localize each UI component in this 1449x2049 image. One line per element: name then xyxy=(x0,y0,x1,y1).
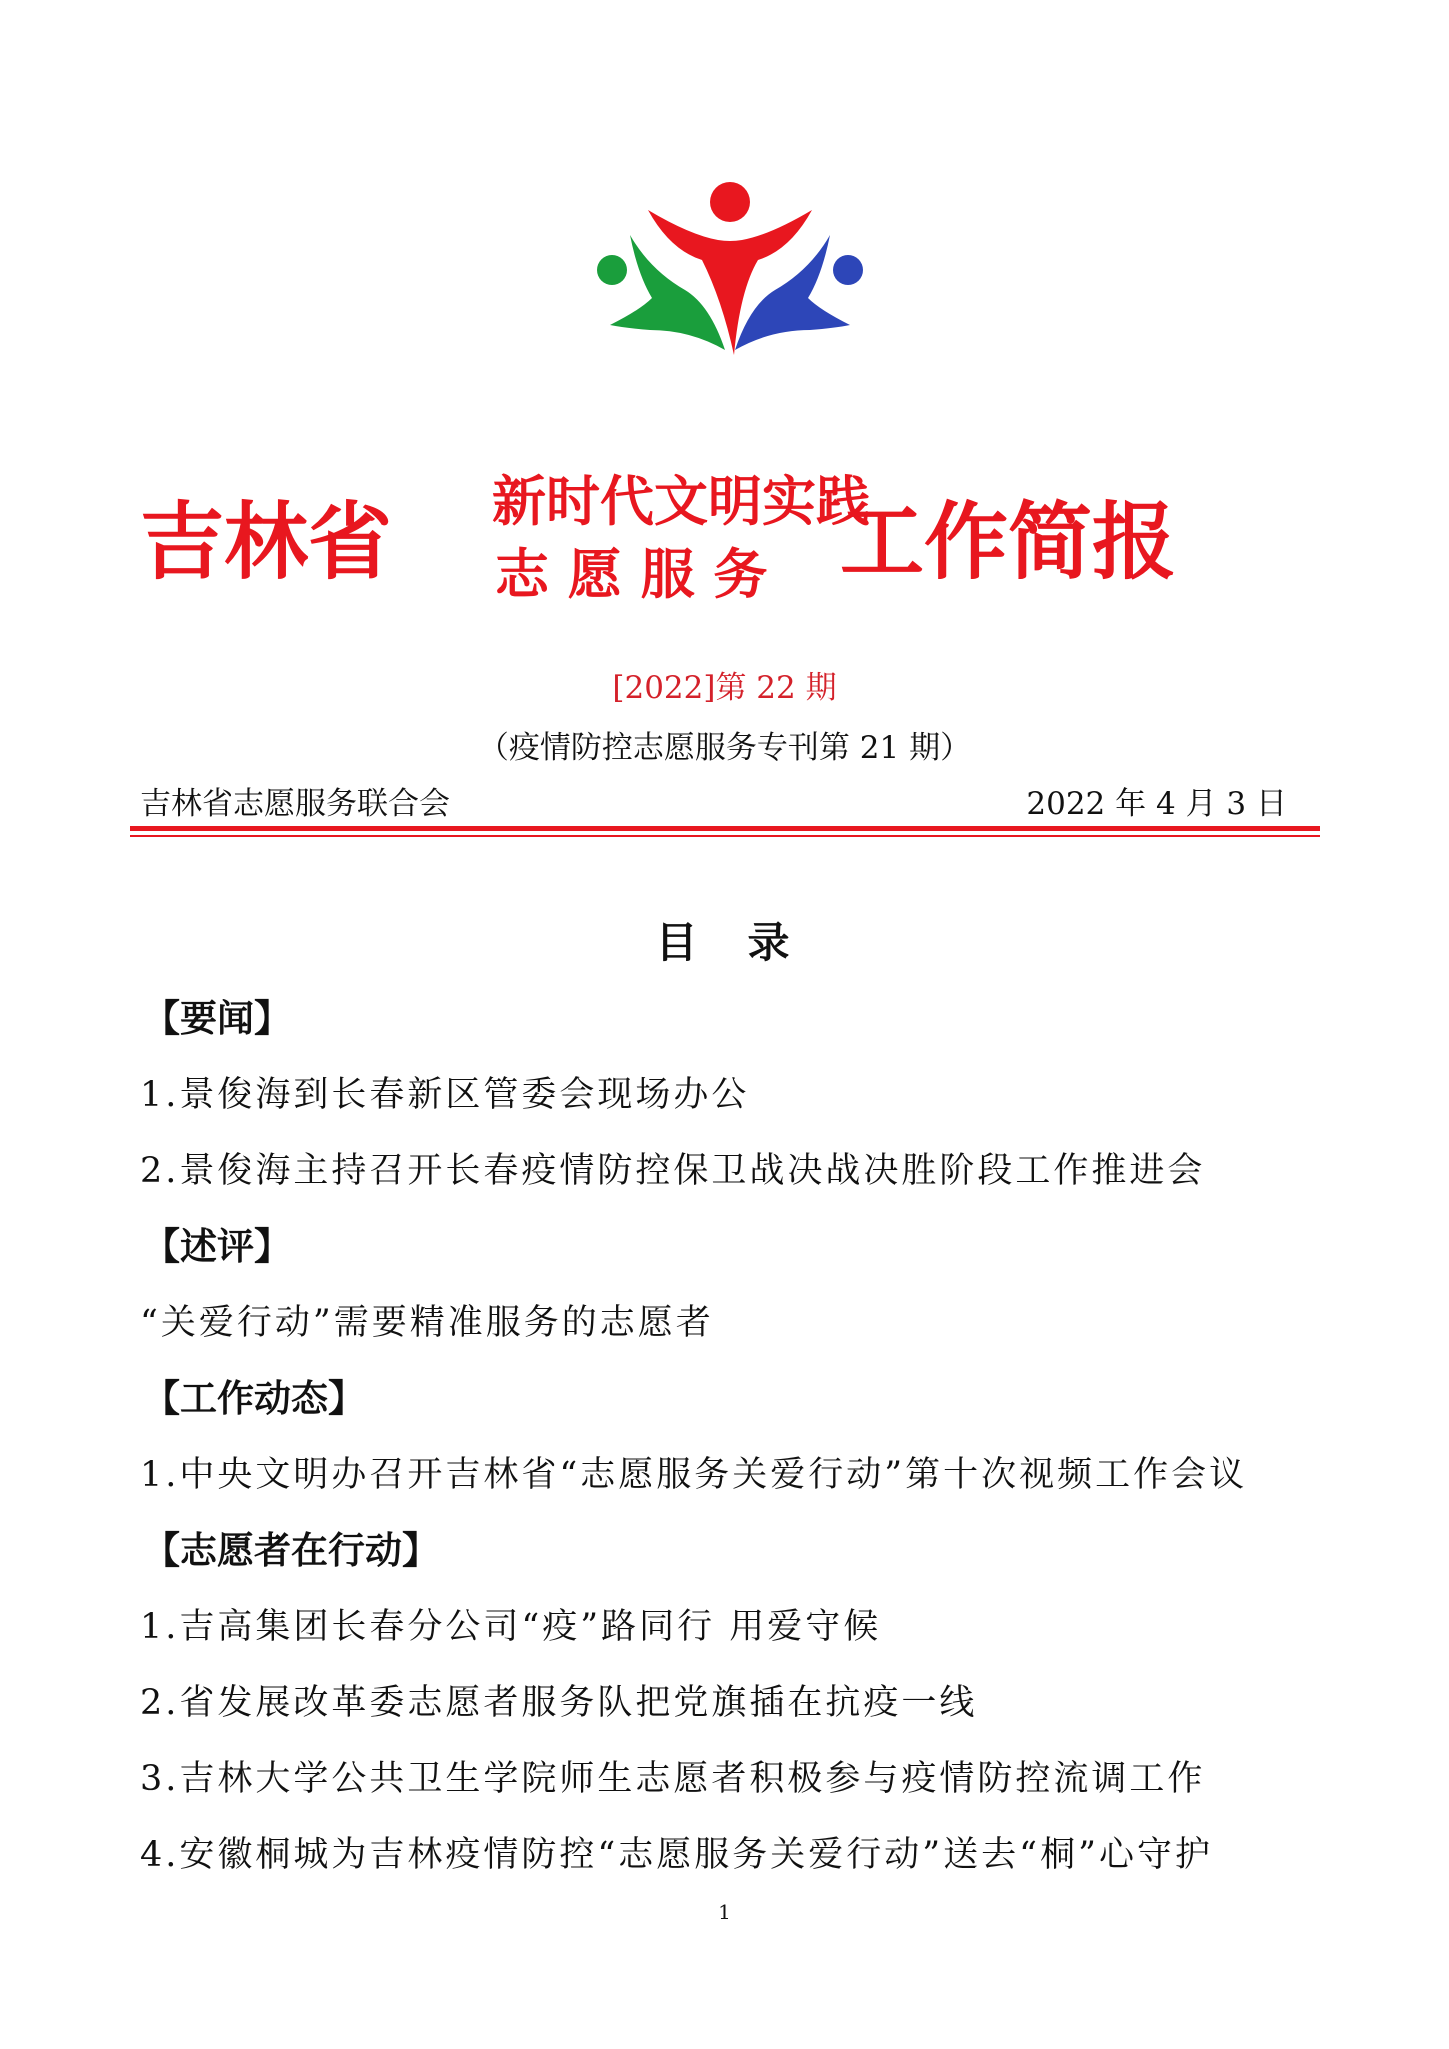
issue-number: [2022]第 22 期 xyxy=(612,670,837,706)
masthead-brief: 工作简报 xyxy=(840,493,1177,591)
masthead-province: 吉林省 xyxy=(140,493,393,591)
toc-item: 1.景俊海到长春新区管委会现场办公 xyxy=(140,1075,750,1115)
toc-section-heading: 【工作动态】 xyxy=(143,1377,365,1420)
toc-item: 4.安徽桐城为吉林疫情防控“志愿服务关爱行动”送去“桐”心守护 xyxy=(140,1835,1213,1875)
publisher-organization: 吉林省志愿服务联合会 xyxy=(140,786,450,822)
toc-section-heading: 【述评】 xyxy=(143,1225,291,1268)
special-issue: （疫情防控志愿服务专刊第 21 期） xyxy=(477,730,972,766)
masthead-subtitle-line1: 新时代文明实践 xyxy=(492,470,870,533)
volunteer-figures-logo-icon xyxy=(590,180,870,360)
toc-item: 2.景俊海主持召开长春疫情防控保卫战决战决胜阶段工作推进会 xyxy=(140,1151,1206,1191)
toc-item: 1.中央文明办召开吉林省“志愿服务关爱行动”第十次视频工作会议 xyxy=(140,1455,1248,1495)
publish-date: 2022 年 4 月 3 日 xyxy=(1026,786,1287,822)
toc-item: 3.吉林大学公共卫生学院师生志愿者积极参与疫情防控流调工作 xyxy=(140,1759,1206,1799)
toc-item: “关爱行动”需要精准服务的志愿者 xyxy=(140,1303,714,1343)
header-divider-thin xyxy=(130,835,1320,837)
toc-title: 目 录 xyxy=(655,918,794,967)
toc-section-heading: 【志愿者在行动】 xyxy=(143,1529,439,1572)
masthead-subtitle-line2: 志 愿 服 务 xyxy=(495,543,768,606)
toc-item: 2.省发展改革委志愿者服务队把党旗插在抗疫一线 xyxy=(140,1683,978,1723)
page-number: 1 xyxy=(718,1900,731,1924)
toc-item: 1.吉高集团长春分公司“疫”路同行 用爱守候 xyxy=(140,1607,882,1647)
header-divider-thick xyxy=(130,826,1320,831)
toc-section-heading: 【要闻】 xyxy=(143,997,291,1040)
